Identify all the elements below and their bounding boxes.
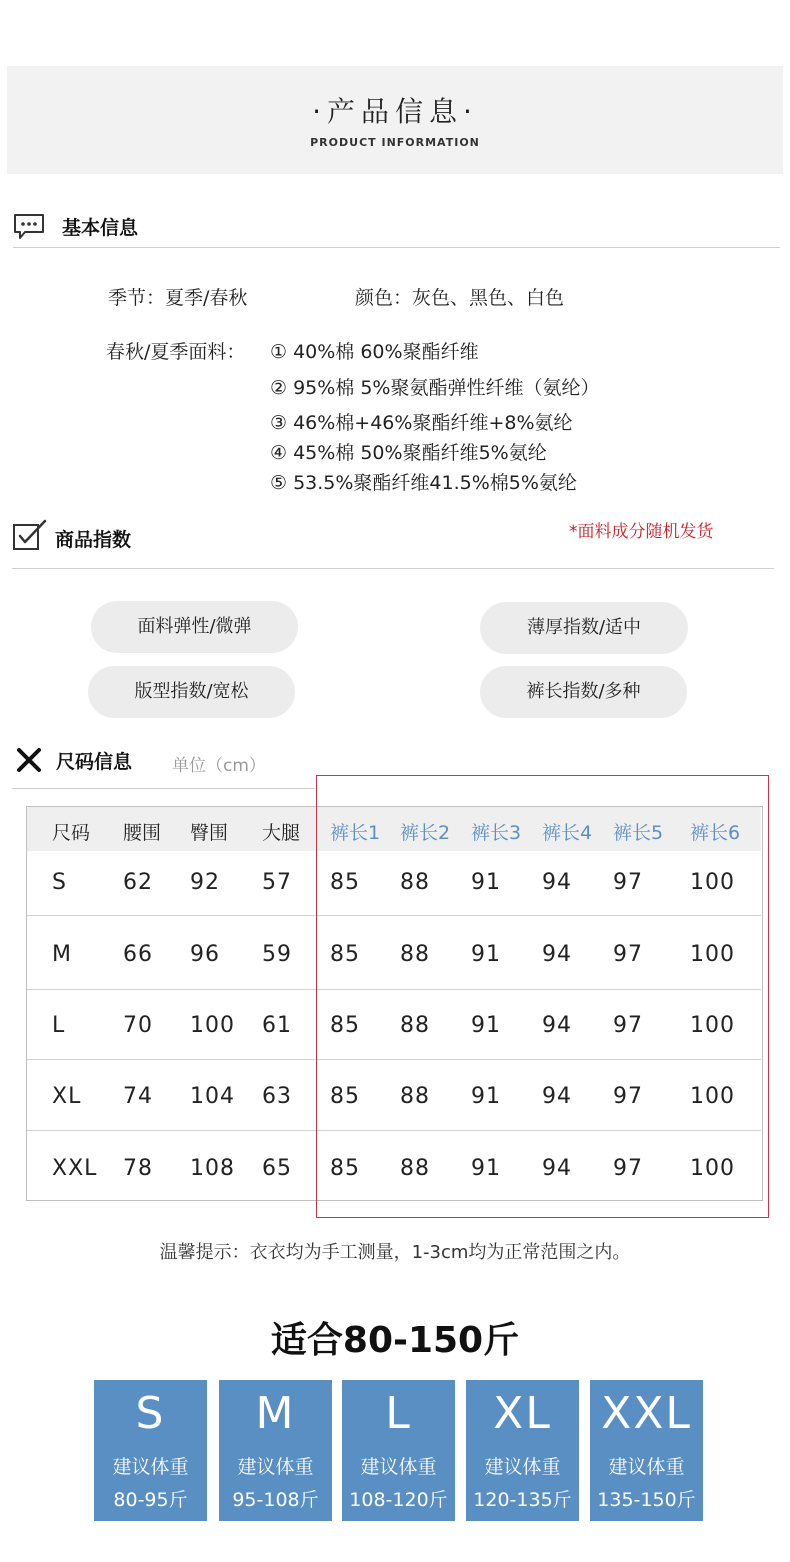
cell-length-2: 88 [400,1013,430,1038]
length-highlight-frame [316,775,769,1218]
cell-length-5: 97 [613,870,643,895]
size-card-xxl [590,1380,703,1521]
size-card-size: XL [493,1388,552,1439]
size-card-range: 80-95斤 [113,1489,188,1511]
cell-length-3: 91 [471,942,501,967]
cell-length-4: 94 [542,1084,572,1109]
color-text: 颜色：灰色、黑色、白色 [355,287,565,309]
cell-length-1: 85 [330,1013,360,1038]
cell-waist: 78 [123,1156,153,1181]
cell-length-5: 97 [613,1013,643,1038]
cell-length-3: 91 [471,1013,501,1038]
cell-size: L [52,1013,66,1038]
cell-thigh: 59 [262,942,292,967]
size-card-range: 120-135斤 [473,1489,572,1511]
cell-length-4: 94 [542,1013,572,1038]
cell-length-6: 100 [690,942,735,967]
measurement-tip: 温馨提示：衣衣均为手工测量，1-3cm均为正常范围之内。 [159,1242,631,1263]
fabric-label: 春秋/夏季面料： [106,341,246,363]
fit-title: 适合80-150斤 [270,1320,520,1361]
size-card-range: 135-150斤 [597,1489,696,1511]
size-card-label: 建议体重 [484,1456,561,1478]
size-card-size: M [255,1388,296,1439]
size-card-s [94,1380,207,1521]
divider [12,788,315,789]
banner-subtitle: PRODUCT INFORMATION [310,136,480,149]
cell-length-2: 88 [400,870,430,895]
cell-hip: 108 [190,1156,235,1181]
header-length-6: 裤长6 [690,822,741,844]
cell-length-5: 97 [613,942,643,967]
header-length-3: 裤长3 [471,822,522,844]
cell-length-1: 85 [330,1084,360,1109]
divider [12,568,774,569]
cell-length-3: 91 [471,1084,501,1109]
unit-label: 单位（cm） [172,756,266,776]
fabric-random-note: *面料成分随机发货 [569,522,714,542]
size-card-range: 108-120斤 [349,1489,448,1511]
cell-thigh: 57 [262,870,292,895]
cross-icon [16,747,42,773]
cell-length-4: 94 [542,870,572,895]
cell-waist: 74 [123,1084,153,1109]
size-card-size: S [135,1388,166,1439]
divider [13,247,780,248]
cell-thigh: 63 [262,1084,292,1109]
cell-size: M [52,942,72,967]
cell-length-2: 88 [400,1084,430,1109]
cell-length-5: 97 [613,1156,643,1181]
cell-length-2: 88 [400,1156,430,1181]
season-text: 季节：夏季/春秋 [108,287,248,309]
cell-hip: 104 [190,1084,235,1109]
size-info-title: 尺码信息 [56,751,133,773]
size-card-label: 建议体重 [112,1456,189,1478]
size-card-size: L [385,1388,412,1439]
checklist-icon [12,519,48,551]
cell-thigh: 61 [262,1013,292,1038]
size-card-size: XXL [601,1388,692,1439]
cell-size: XL [52,1084,82,1109]
cell-length-3: 91 [471,870,501,895]
cell-length-4: 94 [542,942,572,967]
fabric-item-5: ⑤ 53.5%聚酯纤维41.5%棉5%氨纶 [270,472,577,494]
chat-bubble-icon [13,213,45,241]
cell-hip: 100 [190,1013,235,1038]
index-pill-elasticity: 面料弹性/微弹 [91,601,298,653]
fabric-item-4: ④ 45%棉 50%聚酯纤维5%氨纶 [270,442,547,464]
cell-hip: 92 [190,870,220,895]
cell-length-3: 91 [471,1156,501,1181]
size-card-l [342,1380,455,1521]
header-hip: 臀围 [190,822,229,844]
header-thigh: 大腿 [262,822,301,844]
size-card-label: 建议体重 [360,1456,437,1478]
cell-size: S [52,870,67,895]
cell-length-4: 94 [542,1156,572,1181]
fabric-item-3: ③ 46%棉+46%聚酯纤维+8%氨纶 [270,412,573,434]
fabric-item-2: ② 95%棉 5%聚氨酯弹性纤维（氨纶） [270,377,600,399]
cell-length-1: 85 [330,1156,360,1181]
cell-thigh: 65 [262,1156,292,1181]
cell-length-6: 100 [690,1013,735,1038]
index-pill-length: 裤长指数/多种 [480,666,687,718]
cell-waist: 70 [123,1013,153,1038]
cell-waist: 62 [123,870,153,895]
cell-length-1: 85 [330,870,360,895]
size-card-m [219,1380,332,1521]
size-card-label: 建议体重 [608,1456,685,1478]
fabric-item-1: ① 40%棉 60%聚酯纤维 [270,341,479,363]
header-length-2: 裤长2 [400,822,451,844]
size-card-label: 建议体重 [237,1456,314,1478]
index-pill-fit: 版型指数/宽松 [88,666,295,718]
size-card-xl [466,1380,579,1521]
header-length-4: 裤长4 [542,822,593,844]
header-waist: 腰围 [123,822,162,844]
cell-length-2: 88 [400,942,430,967]
index-pill-thickness: 薄厚指数/适中 [480,602,688,654]
cell-size: XXL [52,1156,98,1181]
cell-length-5: 97 [613,1084,643,1109]
size-card-range: 95-108斤 [232,1489,319,1511]
banner-title: ·产品信息· [312,95,478,128]
header-length-5: 裤长5 [613,822,664,844]
cell-length-6: 100 [690,870,735,895]
basic-info-title: 基本信息 [62,217,139,239]
product-index-title: 商品指数 [55,529,132,551]
cell-hip: 96 [190,942,220,967]
header-size: 尺码 [52,822,91,844]
cell-waist: 66 [123,942,153,967]
cell-length-6: 100 [690,1084,735,1109]
cell-length-6: 100 [690,1156,735,1181]
header-length-1: 裤长1 [330,822,381,844]
cell-length-1: 85 [330,942,360,967]
